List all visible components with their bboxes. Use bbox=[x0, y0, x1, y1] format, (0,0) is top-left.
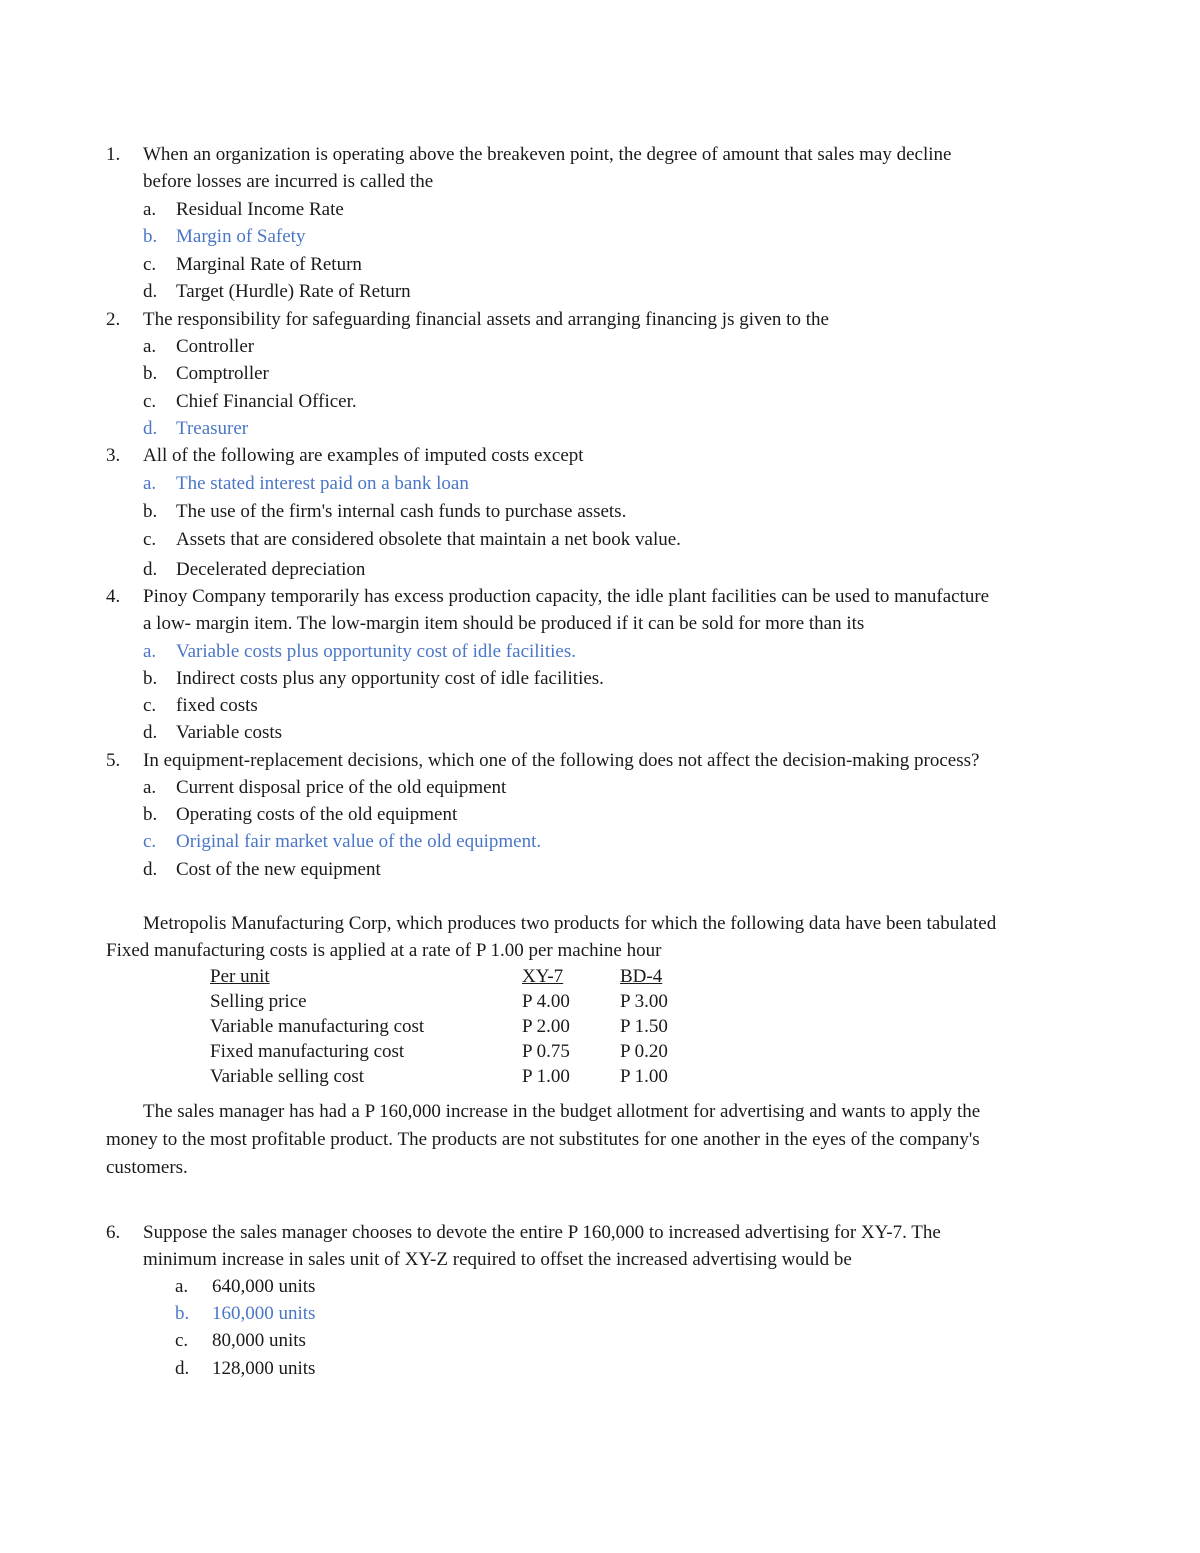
option-letter: c. bbox=[143, 391, 157, 412]
option-letter: c. bbox=[143, 831, 157, 852]
option-letter: d. bbox=[143, 281, 158, 302]
option-text: 640,000 units bbox=[212, 1276, 316, 1297]
table-cell: P 3.00 bbox=[620, 991, 668, 1012]
option-letter: c. bbox=[143, 529, 157, 550]
table-row-label: Variable selling cost bbox=[210, 1066, 365, 1087]
option-text: Original fair market value of the old equipment. bbox=[176, 831, 542, 852]
table-cell: P 0.20 bbox=[620, 1041, 668, 1062]
option-text: Current disposal price of the old equipment bbox=[176, 777, 507, 798]
option-text: Variable costs plus opportunity cost of idle facilities. bbox=[176, 641, 576, 662]
option-letter: b. bbox=[175, 1303, 190, 1324]
table-cell: P 2.00 bbox=[522, 1016, 570, 1037]
option-letter: d. bbox=[175, 1358, 190, 1379]
option-text: Controller bbox=[176, 336, 255, 357]
option-letter: b. bbox=[143, 804, 158, 825]
table-cell: P 0.75 bbox=[522, 1041, 570, 1062]
question-number: 1. bbox=[106, 144, 121, 165]
option-text: Target (Hurdle) Rate of Return bbox=[176, 281, 411, 302]
option-letter: b. bbox=[143, 668, 158, 689]
table-cell: P 4.00 bbox=[522, 991, 570, 1012]
option-text: Operating costs of the old equipment bbox=[176, 804, 458, 825]
question-text: The responsibility for safeguarding financial assets and arranging financing js given to the bbox=[143, 309, 829, 330]
option-text: Comptroller bbox=[176, 363, 269, 384]
question-number: 2. bbox=[106, 309, 121, 330]
option-text: The use of the firm's internal cash funds to purchase assets. bbox=[176, 501, 627, 522]
question-text: a low- margin item. The low-margin item should be produced if it can be sold for more than its bbox=[143, 613, 865, 634]
option-text: Decelerated depreciation bbox=[176, 559, 366, 580]
option-letter: b. bbox=[143, 501, 158, 522]
option-letter: d. bbox=[143, 859, 158, 880]
table-row-label: Variable manufacturing cost bbox=[210, 1016, 425, 1037]
case-intro-line: Metropolis Manufacturing Corp, which produces two products for which the following data have been tabulated bbox=[143, 913, 997, 934]
table-cell: P 1.50 bbox=[620, 1016, 668, 1037]
option-letter: d. bbox=[143, 418, 158, 439]
question-text: All of the following are examples of imputed costs except bbox=[143, 445, 584, 466]
table-header-per-unit: Per unit bbox=[210, 966, 270, 987]
option-letter: a. bbox=[143, 641, 157, 662]
question-text: When an organization is operating above the breakeven point, the degree of amount that sales may decline bbox=[143, 144, 952, 165]
option-letter: b. bbox=[143, 363, 158, 384]
option-text: Marginal Rate of Return bbox=[176, 254, 362, 275]
option-text: Assets that are considered obsolete that maintain a net book value. bbox=[176, 529, 681, 550]
option-letter: a. bbox=[143, 473, 157, 494]
option-letter: d. bbox=[143, 722, 158, 743]
option-text: Treasurer bbox=[176, 418, 249, 439]
option-text: 80,000 units bbox=[212, 1330, 306, 1351]
option-letter: b. bbox=[143, 226, 158, 247]
option-letter: a. bbox=[143, 777, 157, 798]
option-text: Variable costs bbox=[176, 722, 283, 743]
option-letter: d. bbox=[143, 559, 158, 580]
table-cell: P 1.00 bbox=[620, 1066, 668, 1087]
table-cell: P 1.00 bbox=[522, 1066, 570, 1087]
paragraph-line: The sales manager has had a P 160,000 increase in the budget allotment for advertising and wants to apply the bbox=[143, 1101, 981, 1122]
option-letter: a. bbox=[175, 1276, 189, 1297]
option-text: fixed costs bbox=[176, 695, 258, 716]
question-text: In equipment-replacement decisions, which one of the following does not affect the decision-making process? bbox=[143, 750, 980, 771]
option-text: Cost of the new equipment bbox=[176, 859, 381, 880]
option-text: Chief Financial Officer. bbox=[176, 391, 357, 412]
option-text: The stated interest paid on a bank loan bbox=[176, 473, 469, 494]
question-number: 4. bbox=[106, 586, 121, 607]
table-row-label: Selling price bbox=[210, 991, 307, 1012]
option-text: 128,000 units bbox=[212, 1358, 316, 1379]
option-letter: c. bbox=[175, 1330, 189, 1351]
case-intro-line: Fixed manufacturing costs is applied at a rate of P 1.00 per machine hour bbox=[106, 940, 662, 961]
option-text: Indirect costs plus any opportunity cost of idle facilities. bbox=[176, 668, 604, 689]
option-text: 160,000 units bbox=[212, 1303, 316, 1324]
option-letter: a. bbox=[143, 336, 157, 357]
option-text: Residual Income Rate bbox=[176, 199, 344, 220]
option-text: Margin of Safety bbox=[176, 226, 306, 247]
table-row-label: Fixed manufacturing cost bbox=[210, 1041, 405, 1062]
question-number: 6. bbox=[106, 1222, 121, 1243]
question-text: before losses are incurred is called the bbox=[143, 171, 434, 192]
question-text: Suppose the sales manager chooses to devote the entire P 160,000 to increased advertising for XY-7. The bbox=[143, 1222, 941, 1243]
table-header-bd4: BD-4 bbox=[620, 966, 663, 987]
option-letter: c. bbox=[143, 695, 157, 716]
question-number: 3. bbox=[106, 445, 121, 466]
option-letter: c. bbox=[143, 254, 157, 275]
question-text: minimum increase in sales unit of XY-Z required to offset the increased advertising would be bbox=[143, 1249, 852, 1270]
question-number: 5. bbox=[106, 750, 121, 771]
table-header-xy7: XY-7 bbox=[522, 966, 564, 987]
paragraph-line: money to the most profitable product. The products are not substitutes for one another in the eyes of the company's bbox=[106, 1129, 980, 1150]
question-text: Pinoy Company temporarily has excess production capacity, the idle plant facilities can be used to manufacture bbox=[143, 586, 990, 607]
option-letter: a. bbox=[143, 199, 157, 220]
paragraph-line: customers. bbox=[106, 1157, 188, 1178]
